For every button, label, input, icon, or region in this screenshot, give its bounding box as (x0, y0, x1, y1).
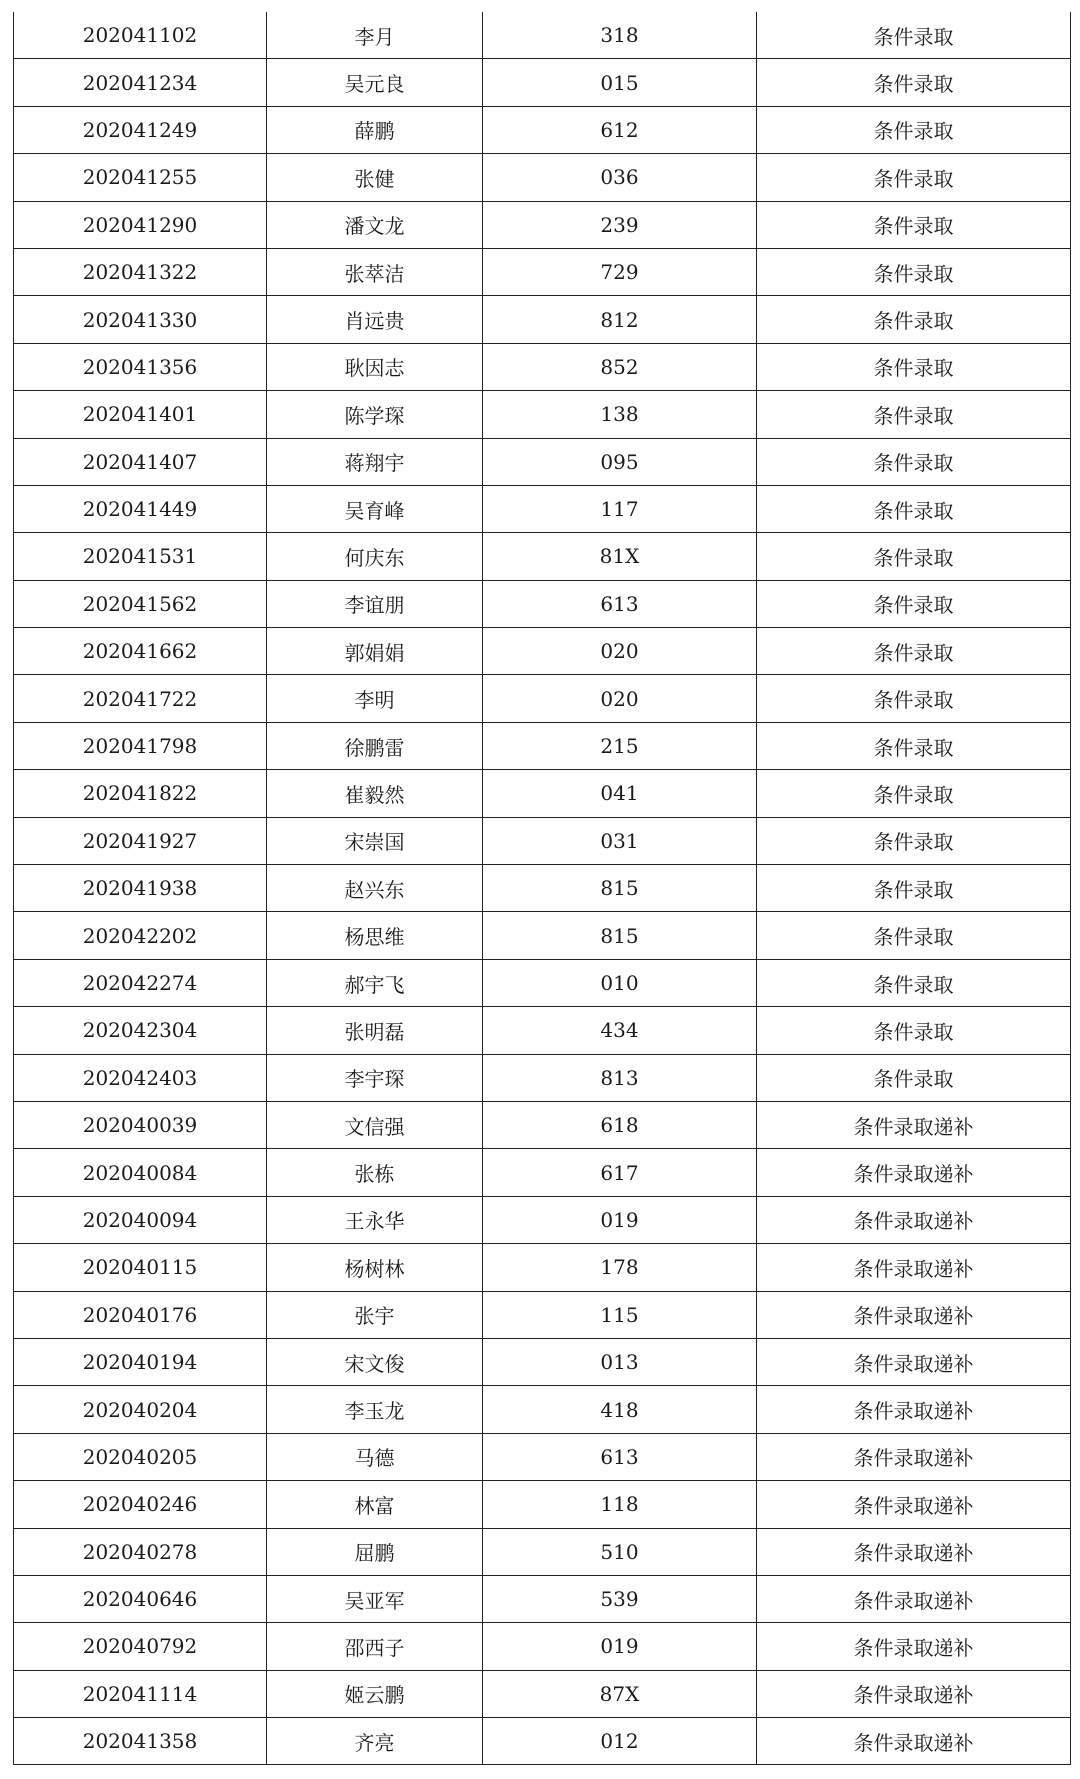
table-row (14, 485, 1071, 532)
admission-list-sheet (13, 12, 1070, 1765)
name-cell: 潘文龙 (267, 201, 483, 248)
name-cell: 李谊朋 (267, 580, 483, 627)
name-cell: 宋崇国 (267, 817, 483, 864)
exam-number-cell: 202041234 (14, 59, 267, 106)
table-row (14, 1623, 1071, 1670)
table-row (14, 959, 1071, 1006)
name-cell: 张明磊 (267, 1007, 483, 1054)
table-row (14, 1196, 1071, 1243)
exam-number-cell: 202040176 (14, 1291, 267, 1338)
status-cell: 条件录取递补 (757, 1101, 1071, 1148)
table-row (14, 438, 1071, 485)
exam-number-cell: 202040646 (14, 1575, 267, 1622)
table-row (14, 106, 1071, 153)
status-cell: 条件录取 (757, 391, 1071, 438)
name-cell: 杨思维 (267, 912, 483, 959)
name-cell: 吴元良 (267, 59, 483, 106)
table-row (14, 391, 1071, 438)
status-cell: 条件录取递补 (757, 1149, 1071, 1196)
name-cell: 徐鹏雷 (267, 722, 483, 769)
id-suffix-cell: 618 (483, 1101, 757, 1148)
admission-table (13, 12, 1071, 1765)
exam-number-cell: 202041798 (14, 722, 267, 769)
exam-number-cell: 202041449 (14, 485, 267, 532)
table-row (14, 154, 1071, 201)
status-cell: 条件录取 (757, 1007, 1071, 1054)
table-row (14, 1575, 1071, 1622)
status-cell: 条件录取 (757, 343, 1071, 390)
status-cell: 条件录取递补 (757, 1244, 1071, 1291)
exam-number-cell: 202042403 (14, 1054, 267, 1101)
table-row (14, 1007, 1071, 1054)
id-suffix-cell: 118 (483, 1481, 757, 1528)
id-suffix-cell: 138 (483, 391, 757, 438)
status-cell: 条件录取 (757, 628, 1071, 675)
id-suffix-cell: 617 (483, 1149, 757, 1196)
name-cell: 杨树林 (267, 1244, 483, 1291)
status-cell: 条件录取递补 (757, 1623, 1071, 1670)
id-suffix-cell: 215 (483, 722, 757, 769)
status-cell: 条件录取 (757, 438, 1071, 485)
exam-number-cell: 202041358 (14, 1718, 267, 1765)
id-suffix-cell: 613 (483, 1433, 757, 1480)
status-cell: 条件录取递补 (757, 1196, 1071, 1243)
table-row (14, 248, 1071, 295)
id-suffix-cell: 812 (483, 296, 757, 343)
exam-number-cell: 202041255 (14, 154, 267, 201)
name-cell: 马德 (267, 1433, 483, 1480)
exam-number-cell: 202040204 (14, 1386, 267, 1433)
name-cell: 崔毅然 (267, 770, 483, 817)
exam-number-cell: 202040094 (14, 1196, 267, 1243)
id-suffix-cell: 117 (483, 485, 757, 532)
id-suffix-cell: 019 (483, 1623, 757, 1670)
status-cell: 条件录取递补 (757, 1575, 1071, 1622)
id-suffix-cell: 010 (483, 959, 757, 1006)
id-suffix-cell: 434 (483, 1007, 757, 1054)
id-suffix-cell: 178 (483, 1244, 757, 1291)
exam-number-cell: 202041249 (14, 106, 267, 153)
table-row (14, 1054, 1071, 1101)
id-suffix-cell: 729 (483, 248, 757, 295)
exam-number-cell: 202040792 (14, 1623, 267, 1670)
exam-number-cell: 202041822 (14, 770, 267, 817)
status-cell: 条件录取 (757, 201, 1071, 248)
name-cell: 郭娟娟 (267, 628, 483, 675)
table-row (14, 533, 1071, 580)
table-row (14, 1101, 1071, 1148)
id-suffix-cell: 510 (483, 1528, 757, 1575)
status-cell: 条件录取递补 (757, 1386, 1071, 1433)
name-cell: 肖远贵 (267, 296, 483, 343)
id-suffix-cell: 852 (483, 343, 757, 390)
id-suffix-cell: 612 (483, 106, 757, 153)
id-suffix-cell: 613 (483, 580, 757, 627)
exam-number-cell: 202040246 (14, 1481, 267, 1528)
name-cell: 李玉龙 (267, 1386, 483, 1433)
name-cell: 郝宇飞 (267, 959, 483, 1006)
id-suffix-cell: 019 (483, 1196, 757, 1243)
status-cell: 条件录取 (757, 248, 1071, 295)
status-cell: 条件录取 (757, 959, 1071, 1006)
id-suffix-cell: 036 (483, 154, 757, 201)
id-suffix-cell: 115 (483, 1291, 757, 1338)
status-cell: 条件录取递补 (757, 1670, 1071, 1717)
exam-number-cell: 202041662 (14, 628, 267, 675)
id-suffix-cell: 815 (483, 865, 757, 912)
id-suffix-cell: 031 (483, 817, 757, 864)
name-cell: 姬云鹏 (267, 1670, 483, 1717)
table-row (14, 1338, 1071, 1385)
name-cell: 薛鹏 (267, 106, 483, 153)
exam-number-cell: 202041722 (14, 675, 267, 722)
name-cell: 王永华 (267, 1196, 483, 1243)
status-cell: 条件录取 (757, 675, 1071, 722)
table-row (14, 675, 1071, 722)
status-cell: 条件录取 (757, 1054, 1071, 1101)
status-cell: 条件录取递补 (757, 1291, 1071, 1338)
exam-number-cell: 202041114 (14, 1670, 267, 1717)
exam-number-cell: 202041927 (14, 817, 267, 864)
table-row (14, 343, 1071, 390)
name-cell: 张栋 (267, 1149, 483, 1196)
table-row (14, 770, 1071, 817)
exam-number-cell: 202042202 (14, 912, 267, 959)
exam-number-cell: 202041531 (14, 533, 267, 580)
exam-number-cell: 202041322 (14, 248, 267, 295)
table-row (14, 865, 1071, 912)
name-cell: 齐亮 (267, 1718, 483, 1765)
status-cell: 条件录取 (757, 817, 1071, 864)
exam-number-cell: 202042274 (14, 959, 267, 1006)
exam-number-cell: 202040205 (14, 1433, 267, 1480)
table-row (14, 1291, 1071, 1338)
table-row (14, 1433, 1071, 1480)
id-suffix-cell: 239 (483, 201, 757, 248)
exam-number-cell: 202040194 (14, 1338, 267, 1385)
exam-number-cell: 202041102 (14, 12, 267, 59)
table-row (14, 59, 1071, 106)
exam-number-cell: 202041290 (14, 201, 267, 248)
table-row (14, 1718, 1071, 1765)
status-cell: 条件录取递补 (757, 1528, 1071, 1575)
name-cell: 吴亚军 (267, 1575, 483, 1622)
name-cell: 李月 (267, 12, 483, 59)
id-suffix-cell: 87X (483, 1670, 757, 1717)
table-row (14, 12, 1071, 59)
table-row (14, 1670, 1071, 1717)
exam-number-cell: 202041562 (14, 580, 267, 627)
table-row (14, 580, 1071, 627)
table-row (14, 1244, 1071, 1291)
table-row (14, 722, 1071, 769)
status-cell: 条件录取递补 (757, 1481, 1071, 1528)
id-suffix-cell: 813 (483, 1054, 757, 1101)
admission-table-body (14, 12, 1071, 1765)
exam-number-cell: 202040084 (14, 1149, 267, 1196)
exam-number-cell: 202041401 (14, 391, 267, 438)
name-cell: 张萃洁 (267, 248, 483, 295)
status-cell: 条件录取 (757, 296, 1071, 343)
status-cell: 条件录取 (757, 485, 1071, 532)
id-suffix-cell: 539 (483, 1575, 757, 1622)
exam-number-cell: 202040115 (14, 1244, 267, 1291)
status-cell: 条件录取递补 (757, 1338, 1071, 1385)
table-row (14, 912, 1071, 959)
id-suffix-cell: 015 (483, 59, 757, 106)
table-row (14, 1528, 1071, 1575)
name-cell: 文信强 (267, 1101, 483, 1148)
exam-number-cell: 202041938 (14, 865, 267, 912)
table-row (14, 201, 1071, 248)
exam-number-cell: 202042304 (14, 1007, 267, 1054)
id-suffix-cell: 318 (483, 12, 757, 59)
name-cell: 邵西子 (267, 1623, 483, 1670)
name-cell: 林富 (267, 1481, 483, 1528)
name-cell: 何庆东 (267, 533, 483, 580)
exam-number-cell: 202040278 (14, 1528, 267, 1575)
status-cell: 条件录取递补 (757, 1433, 1071, 1480)
id-suffix-cell: 013 (483, 1338, 757, 1385)
table-row (14, 1481, 1071, 1528)
name-cell: 李宇琛 (267, 1054, 483, 1101)
name-cell: 屈鹏 (267, 1528, 483, 1575)
id-suffix-cell: 012 (483, 1718, 757, 1765)
name-cell: 耿因志 (267, 343, 483, 390)
id-suffix-cell: 020 (483, 628, 757, 675)
id-suffix-cell: 041 (483, 770, 757, 817)
status-cell: 条件录取递补 (757, 1718, 1071, 1765)
status-cell: 条件录取 (757, 722, 1071, 769)
id-suffix-cell: 81X (483, 533, 757, 580)
name-cell: 蒋翔宇 (267, 438, 483, 485)
name-cell: 张健 (267, 154, 483, 201)
exam-number-cell: 202041356 (14, 343, 267, 390)
status-cell: 条件录取 (757, 533, 1071, 580)
table-row (14, 628, 1071, 675)
table-row (14, 296, 1071, 343)
table-row (14, 1149, 1071, 1196)
id-suffix-cell: 095 (483, 438, 757, 485)
name-cell: 赵兴东 (267, 865, 483, 912)
name-cell: 李明 (267, 675, 483, 722)
id-suffix-cell: 020 (483, 675, 757, 722)
id-suffix-cell: 815 (483, 912, 757, 959)
status-cell: 条件录取 (757, 912, 1071, 959)
status-cell: 条件录取 (757, 106, 1071, 153)
table-row (14, 817, 1071, 864)
status-cell: 条件录取 (757, 154, 1071, 201)
exam-number-cell: 202041407 (14, 438, 267, 485)
name-cell: 宋文俊 (267, 1338, 483, 1385)
name-cell: 张宇 (267, 1291, 483, 1338)
id-suffix-cell: 418 (483, 1386, 757, 1433)
name-cell: 陈学琛 (267, 391, 483, 438)
table-row (14, 1386, 1071, 1433)
status-cell: 条件录取 (757, 59, 1071, 106)
status-cell: 条件录取 (757, 580, 1071, 627)
exam-number-cell: 202041330 (14, 296, 267, 343)
status-cell: 条件录取 (757, 865, 1071, 912)
status-cell: 条件录取 (757, 12, 1071, 59)
name-cell: 吴育峰 (267, 485, 483, 532)
exam-number-cell: 202040039 (14, 1101, 267, 1148)
status-cell: 条件录取 (757, 770, 1071, 817)
